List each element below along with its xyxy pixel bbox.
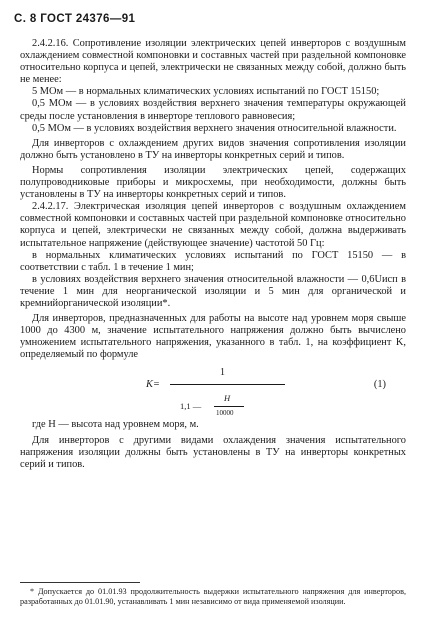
footnote bbox=[20, 587, 406, 607]
formula-inner-numerator: H bbox=[224, 393, 231, 404]
formula-block bbox=[20, 365, 406, 419]
paragraph: Для инверторов с другими видами охлаждения значения испытательного напряжения изоляции должны быть установлены в ТУ на инверторы конкретных серий и типов. bbox=[20, 434, 406, 470]
footnote-text: * Допускается до 01.01.93 продолжительность выдержки испытательного напряжения для инверторов, разработанных до 01.01.90, устанавливать 1 мин независимо от вида применяемой изоляции. bbox=[20, 587, 406, 606]
formula-numerator: 1 bbox=[220, 367, 225, 379]
formula-number: (1) bbox=[373, 379, 386, 391]
formula-denominator-left: 1,1 — bbox=[180, 401, 202, 412]
formula-inner-denominator: 10000 bbox=[216, 409, 234, 418]
paragraph: 5 МОм — в нормальных климатических условиях испытаний по ГОСТ 15150; bbox=[32, 86, 380, 98]
formula-lhs: K= bbox=[146, 379, 160, 391]
paragraph: 0,5 МОм — в условиях воздействия верхнего значения температуры окружающей среды после установления в инверторе теплового равновесия; bbox=[20, 98, 406, 122]
paragraph: Нормы сопротивления изоляции электрических цепей, содержащих полупроводниковые приборы и микросхемы, при необходимости, должны быть установлены в ТУ на инверторы конкретных серий и типов. bbox=[20, 164, 406, 201]
page-header: С. 8 ГОСТ 24376—91 bbox=[14, 13, 136, 25]
fraction-bar bbox=[170, 384, 285, 385]
paragraph: Для инверторов, предназначенных для работы на высоте над уровнем моря свыше 1000 до 4300 м, значение испытательного напряжения должно быть вычислено умножением испытательного напряжения, указанного в табл. 1, на коэффициент K, определяемый по формуле bbox=[20, 313, 406, 361]
paragraph: где H — высота над уровнем моря, м. bbox=[32, 419, 199, 431]
paragraph: 2.4.2.16. Сопротивление изоляции электрических цепей инверторов с воздушным охлаждением совместной компоновки и составных частей при раздельной компоновке относительно корпуса и цепей, электрически не связанных между собой, должно быть не менее: bbox=[20, 38, 406, 86]
paragraph: 2.4.2.17. Электрическая изоляция цепей инверторов с воздушным охлаждением совместной компоновки и составных частей при раздельной компоновке относительно корпуса и цепей, электрически не связанных между собой, должна выдерживать испытательное напряжение (действующее значение) частотой 50 Гц: bbox=[20, 201, 406, 249]
paragraph: 0,5 МОм — в условиях воздействия верхнего значения относительной влажности. bbox=[32, 122, 397, 134]
paragraph: Для инверторов с охлаждением других видов значения сопротивления изоляции должно быть установлено в ТУ на инверторы конкретных серий и типов. bbox=[20, 137, 406, 161]
paragraph: в нормальных климатических условиях испытаний по ГОСТ 15150 — в соответствии с табл. 1 в течение 1 мин; bbox=[20, 249, 406, 273]
footnote-separator bbox=[20, 582, 140, 583]
paragraph: в условиях воздействия верхнего значения относительной влажности — 0,6Uисп в течение 1 мин для неорганической изоляции и 5 мин для органической и кремнийорганической изоляции*. bbox=[20, 273, 406, 309]
document-body bbox=[20, 38, 406, 471]
